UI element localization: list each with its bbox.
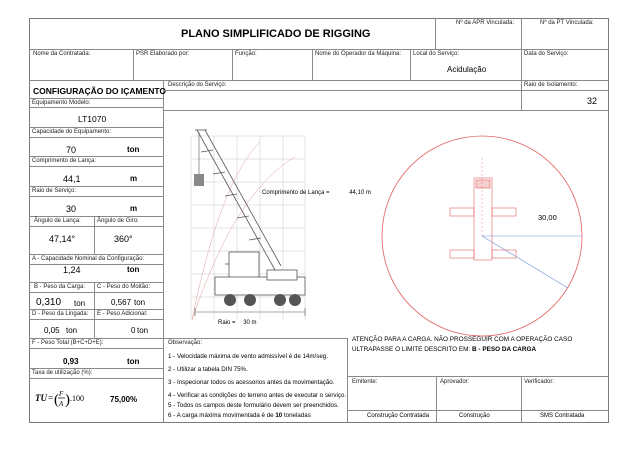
lanca-label: Comprimento de Lança: [32,158,97,164]
peso-carga-label: B - Peso da Carga: [34,284,86,290]
observacao-item-3: 3 - Inspecionar todos os acessorios antes da movimentação. [168,379,335,386]
peso-total-value: 0,93 [63,357,79,366]
peso-moitao-label: C - Peso do Moitão: [97,284,151,290]
radius-line-diagonal [482,236,568,288]
raio-label: Raio de Serviço: [32,188,77,194]
lanca-annotation [262,190,371,196]
contratada-label: Nome da Contratada: [33,51,91,57]
local-value: Acidulação [447,65,487,74]
attention-line-2 [352,346,536,353]
observacao-item-4: 4 - Verificar as condições do terreno antes de executar o serviço. [168,392,347,399]
peso-adicional-value: 0 [131,326,136,335]
peso-total-unit: ton [127,357,140,366]
angulo-lanca-value: 47,14° [49,234,76,244]
raio-unit: m [130,204,138,213]
raio-value: 30 [66,204,77,214]
svg-text:=: = [48,393,54,403]
capacidade-unit: ton [127,145,140,154]
crane-boom [195,130,281,270]
attention-line-2-prefix: ULTRAPASSE O LIMITE DESCRITO EM: [352,346,471,353]
observacao-item-6 [168,412,311,419]
raio-annotation [218,320,257,326]
peso-lingada-value: 0,05 [44,326,60,335]
isolamento-value: 32 [587,96,598,106]
pt-label: Nº da PT Vinculada: [540,20,594,26]
peso-lingada-unit: ton [66,326,78,335]
equipamento-value: LT1070 [78,114,107,124]
observacao-item-6-suffix: toneladas [283,412,311,419]
verificador-role: SMS Contratada [540,413,585,419]
peso-carga-value: 0,310 [36,297,62,308]
attention-line-2-bold: B - PESO DA CARGA [472,346,537,353]
aprovador-role: Construção [459,413,490,419]
psr-label: PSR Elaborado por: [136,51,190,57]
angulo-giro-value: 360° [114,234,133,244]
peso-carga-unit: ton [74,299,86,308]
isolamento-label: Raio de Isolamento: [524,82,578,88]
lanca-unit: m [130,174,138,183]
peso-adicional-unit: ton [137,326,149,335]
attention-notice [350,333,573,357]
emitente-label: Emitente: [352,379,378,385]
data-label: Data do Serviço: [524,51,569,57]
lanca-value: 44,1 [63,174,81,184]
raio-annotation-label: Raio = [218,320,236,326]
svg-text:(: ( [54,392,59,408]
observacao-item-6-bold: 10 [275,412,283,419]
capacidade-nominal-label: A - Capacidade Nominal da Configuração: [32,256,145,262]
capacidade-nominal-value: 1,24 [63,265,81,275]
observacao-label: Observação: [168,340,203,346]
capacidade-value: 70 [66,145,77,155]
crane-wheels [224,294,301,306]
formula-graphic [34,386,90,410]
funcao-label: Função: [235,51,257,57]
taxa-utilizacao-value: 75,00% [110,395,138,404]
peso-moitao-unit: ton [134,298,146,307]
config-title: CONFIGURAÇÃO DO IÇAMENTO [33,86,167,96]
apr-label: Nº da APR Vinculada: [456,20,515,26]
taxa-utilizacao-formula [34,386,90,410]
svg-text:.100: .100 [70,394,84,403]
aprovador-label: Aprovador: [440,379,470,385]
form-title: PLANO SIMPLIFICADO DE RIGGING [181,28,371,40]
crane-footprint [450,178,516,260]
emitente-role: Construção Contratada [367,413,430,419]
operador-label: Nome do Operador da Máquina: [315,51,402,57]
local-label: Local do Serviço: [413,51,460,57]
peso-lingada-label: D - Peso da Lingada: [32,311,89,317]
peso-adicional-label: E - Peso Adicional: [97,311,148,317]
crane-elevation-diagram [165,112,340,334]
observacao-item-6-prefix: 6 - A carga máxima movimentada é de [168,412,274,419]
raio-annotation-value: 30 m [243,320,257,326]
capacidade-label: Capacidade do Equipamento: [32,129,112,135]
taxa-utilizacao-label: Taxa de utilização (%): [32,370,93,376]
equipamento-label: Equipamento Modelo: [32,100,91,106]
capacidade-nominal-unit: ton [127,265,140,274]
observacao-item-5: 5 - Todos os campos deste formulário devem ser preenchidos. [168,402,339,409]
angulo-lanca-label: Ângulo de Lança: [34,218,81,224]
svg-text:F: F [59,390,64,398]
svg-text:TU: TU [35,393,47,403]
verificador-label: Verificador: [524,379,555,385]
peso-total-label: F - Peso Total (B+C+D+E): [32,340,104,346]
attention-line-1: ATENÇÃO PARA A CARGA. NÃO PROSSEGUIR COM A OPERAÇÃO CASO [352,336,573,343]
svg-text:): ) [65,392,70,408]
hook-block [194,174,204,186]
descricao-label: Descrição do Serviço: [168,82,227,88]
observacao-item-2: 2 - Utilizar a tabela DIN 75%. [168,366,248,373]
lanca-annotation-value: 44,10 m [349,190,371,196]
peso-moitao-value: 0,567 [111,298,132,307]
plan-view-diagram [378,118,600,340]
svg-text:A: A [59,400,64,408]
plan-radius-label: 30,00 [538,213,557,222]
angulo-giro-label: Ângulo de Giro: [97,218,139,224]
lanca-annotation-label: Comprimento de Lança = [262,190,330,196]
observacao-item-1: 1 - Velocidade máxima de vento admissível é de 14m/seg. [168,353,328,360]
